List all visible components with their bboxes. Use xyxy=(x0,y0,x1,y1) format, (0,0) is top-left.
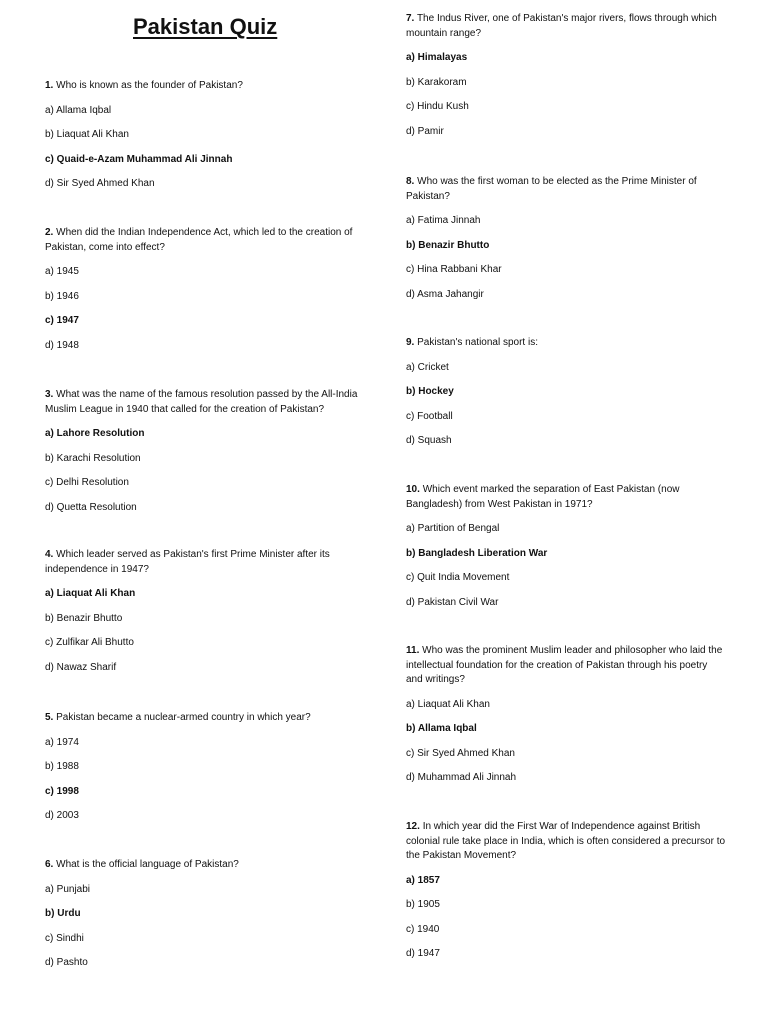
answer-option: d) Pamir xyxy=(406,125,444,137)
question-number: 7. xyxy=(406,13,415,24)
question-number: 2. xyxy=(45,227,54,238)
answer-options xyxy=(406,874,726,972)
answer-options xyxy=(406,522,726,620)
answer-option: c) Hindu Kush xyxy=(406,101,469,112)
answer-option: d) Pakistan Civil War xyxy=(406,596,499,608)
answer-option: b) Liaquat Ali Khan xyxy=(45,129,129,140)
answer-option: b) 1946 xyxy=(45,290,79,302)
question-text xyxy=(45,858,365,873)
question-text xyxy=(45,226,365,255)
question-block xyxy=(45,858,365,981)
answer-options xyxy=(406,51,726,149)
answer-option-correct: b) Bangladesh Liberation War xyxy=(406,547,548,559)
answer-option: c) Quit India Movement xyxy=(406,572,510,583)
question-block xyxy=(45,711,365,834)
question-number: 8. xyxy=(406,176,415,187)
answer-options xyxy=(45,587,365,685)
question-prompt: Which event marked the separation of East Pakistan (now Bangladesh) from West Pakistan in 1971? xyxy=(406,484,680,510)
question-prompt: What is the official language of Pakistan? xyxy=(56,859,239,870)
question-block xyxy=(45,548,365,685)
question-prompt: Which leader served as Pakistan's first Prime Minister after its independence in 1947? xyxy=(45,549,330,575)
question-block xyxy=(45,226,365,363)
answer-option: d) 1947 xyxy=(406,948,440,959)
question-text xyxy=(406,820,726,864)
question-prompt: Pakistan became a nuclear-armed country in which year? xyxy=(56,712,311,723)
answer-option-correct: c) 1947 xyxy=(45,315,79,326)
answer-options xyxy=(45,883,365,981)
answer-option-correct: b) Allama Iqbal xyxy=(406,723,477,734)
answer-option: b) 1988 xyxy=(45,761,79,772)
question-text xyxy=(45,711,365,726)
answer-option: a) Punjabi xyxy=(45,883,91,895)
answer-option-correct: b) Urdu xyxy=(45,908,81,919)
answer-options xyxy=(406,698,726,796)
question-prompt: What was the name of the famous resolution passed by the All-India Muslim League in 1940 that called for the creation of Pakistan? xyxy=(45,389,358,415)
answer-option: b) 1905 xyxy=(406,899,440,910)
question-prompt: In which year did the First War of Independence against British colonial rule take place in India, which is often considered a precursor to the Pakistan Movement? xyxy=(406,821,726,861)
question-block xyxy=(406,483,726,620)
question-prompt: Pakistan's national sport is: xyxy=(417,337,538,348)
answer-option: c) Sir Syed Ahmed Khan xyxy=(406,747,515,759)
answer-option: a) 1945 xyxy=(45,266,79,277)
answer-option: a) Fatima Jinnah xyxy=(406,215,481,226)
answer-options xyxy=(406,361,726,459)
answer-option-correct: a) Lahore Resolution xyxy=(45,428,145,439)
answer-option-correct: c) 1998 xyxy=(45,785,79,797)
answer-option: d) Squash xyxy=(406,435,452,446)
question-prompt: Who was the prominent Muslim leader and philosopher who laid the intellectual foundation for the creation of Pakistan through his poetry and writings? xyxy=(406,645,723,685)
question-block xyxy=(406,644,726,796)
answer-option: b) Karachi Resolution xyxy=(45,452,141,464)
question-block xyxy=(406,175,726,312)
question-text xyxy=(406,644,726,688)
answer-option: d) Sir Syed Ahmed Khan xyxy=(45,178,155,189)
answer-option-correct: a) 1857 xyxy=(406,874,440,886)
page-title: Pakistan Quiz xyxy=(133,14,278,39)
question-number: 4. xyxy=(45,549,54,560)
answer-options xyxy=(45,427,365,525)
question-number: 10. xyxy=(406,484,420,495)
question-number: 5. xyxy=(45,712,54,723)
answer-option-correct: b) Benazir Bhutto xyxy=(406,239,490,251)
question-prompt: When did the Indian Independence Act, which led to the creation of Pakistan, come into effect? xyxy=(45,227,353,253)
question-text xyxy=(406,483,726,512)
question-prompt: The Indus River, one of Pakistan's major rivers, flows through which mountain range? xyxy=(406,13,717,39)
answer-option: d) Pashto xyxy=(45,957,88,968)
question-number: 1. xyxy=(45,80,54,91)
answer-option: a) Partition of Bengal xyxy=(406,523,500,534)
question-block xyxy=(406,336,726,459)
question-block xyxy=(406,12,726,149)
answer-option-correct: b) Hockey xyxy=(406,386,454,397)
question-block xyxy=(45,79,365,202)
question-number: 3. xyxy=(45,389,54,400)
answer-option: d) Nawaz Sharif xyxy=(45,661,117,673)
answer-option: c) Hina Rabbani Khar xyxy=(406,264,502,275)
answer-option: d) Muhammad Ali Jinnah xyxy=(406,772,517,783)
answer-options xyxy=(45,265,365,363)
answer-option-correct: a) Himalayas xyxy=(406,52,468,63)
answer-options xyxy=(45,104,365,202)
question-text xyxy=(406,12,726,41)
answer-option-correct: c) Quaid-e-Azam Muhammad Ali Jinnah xyxy=(45,153,233,165)
question-text xyxy=(45,548,365,577)
question-prompt: Who was the first woman to be elected as the Prime Minister of Pakistan? xyxy=(406,176,697,202)
question-number: 6. xyxy=(45,859,54,870)
answer-options xyxy=(45,736,365,834)
answer-option: b) Benazir Bhutto xyxy=(45,612,123,624)
question-text xyxy=(406,336,726,351)
question-number: 9. xyxy=(406,337,415,348)
question-number: 11. xyxy=(406,645,420,656)
answer-option: a) 1974 xyxy=(45,736,79,748)
question-prompt: Who is known as the founder of Pakistan? xyxy=(56,80,243,91)
answer-option: d) 2003 xyxy=(45,810,79,821)
question-text xyxy=(45,388,365,417)
question-block xyxy=(45,388,365,525)
answer-option: d) 1948 xyxy=(45,339,79,351)
answer-option: c) Sindhi xyxy=(45,932,84,944)
answer-option: d) Quetta Resolution xyxy=(45,501,137,513)
question-number: 12. xyxy=(406,821,420,832)
answer-option: c) 1940 xyxy=(406,923,440,935)
answer-option: a) Allama Iqbal xyxy=(45,104,112,116)
question-text xyxy=(406,175,726,204)
question-text xyxy=(45,79,365,94)
answer-option: d) Asma Jahangir xyxy=(406,288,484,300)
answer-option-correct: a) Liaquat Ali Khan xyxy=(45,588,136,599)
answer-option: c) Zulfikar Ali Bhutto xyxy=(45,637,134,648)
answer-option: a) Liaquat Ali Khan xyxy=(406,698,490,710)
answer-options xyxy=(406,214,726,312)
answer-option: b) Karakoram xyxy=(406,76,467,88)
answer-option: c) Delhi Resolution xyxy=(45,477,129,488)
answer-option: a) Cricket xyxy=(406,361,449,373)
answer-option: c) Football xyxy=(406,410,453,422)
question-block xyxy=(406,820,726,972)
